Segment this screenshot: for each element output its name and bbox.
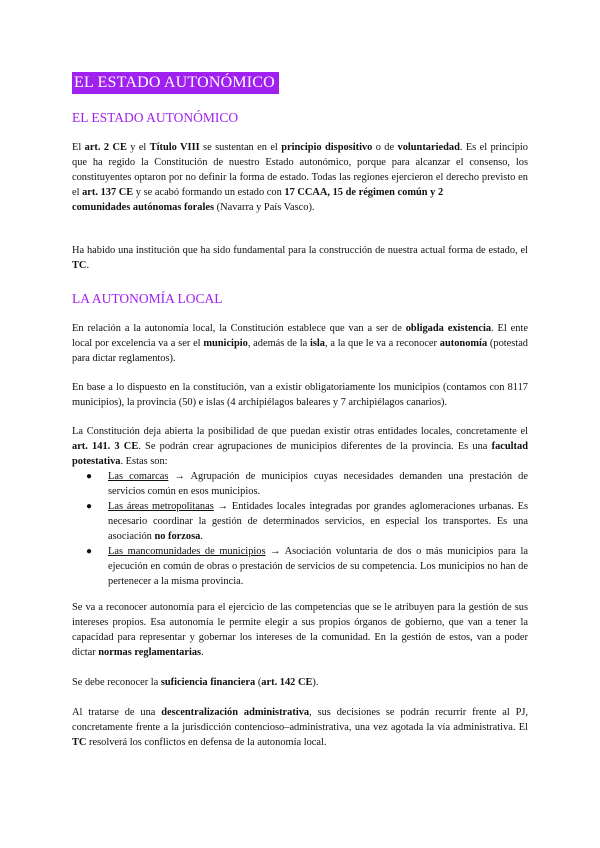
paragraph-autonomia-local: En relación a la autonomía local, la Constitución establece que van a ser de obligada existencia. El ente local por excelencia va a ser el municipio, además de la isla, a la que le va a reconocer autonomía (potestad para dictar reglamentos). — [72, 323, 529, 364]
paragraph-tc: Ha habido una institución que ha sido fundamental para la construcción de nuestra actual forma de estado, el TC. — [72, 245, 528, 271]
entidades-list — [72, 469, 528, 589]
section-title-estado-autonomico: EL ESTADO AUTONÓMICO — [72, 110, 239, 125]
bullet-icon: ● — [86, 501, 93, 512]
section-title-autonomia-local: LA AUTONOMÍA LOCAL — [72, 291, 223, 306]
list-item-mancomunidades: ● Las mancomunidades de municipios → Asociación voluntaria de dos o más municipios para la ejecución en común de obras o prestación de servicios de su competencia. Los municipios no han de pertenecer a la misma provincia. — [86, 546, 529, 587]
bullet-icon: ● — [86, 471, 93, 482]
banner-title: EL ESTADO AUTONÓMICO — [72, 72, 279, 94]
bullet-icon: ● — [86, 546, 93, 557]
paragraph-principio-dispositivo: El art. 2 CE y el Título VIII se sustentan en el principio dispositivo o de voluntariedad. Es el principio que ha regido la Constitución de nuestro Estado autonómico, porque para alcanzar el consenso, los constituyentes optaron por no definir la forma de estado. Todas las regiones ejercieron el derecho previsto en el art. 137 CE y se acabó formando un estado con 17 CCAA, 15 de régimen común y 2 comunidades autónomas forales (Navarra y País Vasco). — [72, 142, 528, 213]
list-item-comarcas: ● Las comarcas → Agrupación de municipios cuyas necesidades demanden una prestación de servicios común en esos municipios. — [86, 471, 528, 497]
paragraph-competencias: Se va a reconocer autonomía para el ejercicio de las competencias que se le atribuyen para la gestión de sus intereses propios. Esa autonomía le permite elegir a sus propios órganos de gobierno, que van a tener la capacidad para representar y gobernar los intereses de la comunidad. En la gestión de estos, van a poder dictar normas reglamentarias. — [72, 602, 528, 658]
paragraph-otras-entidades: La Constitución deja abierta la posibilidad de que puedan existir otras entidades locales, concretamente el art. 141. 3 CE. Se podrán crear agrupaciones de municipios diferentes de la provincia. Es una facultad potestativa. Estas son: — [72, 426, 528, 467]
paragraph-descentralizacion: Al tratarse de una descentralización administrativa, sus decisiones se podrán recurrir frente al PJ, concretamente frente a la jurisdicción contencioso–administrativa, una vez agotada la vía administrativa. El TC resolverá los conflictos en defensa de la autonomía local. — [72, 707, 528, 748]
paragraph-municipios: En base a lo dispuesto en la constitución, van a existir obligatoriamente los municipios (contamos con 8117 municipios), la provincia (50) e islas (4 archipiélagos baleares y 7 archipiélagos canarios). — [72, 382, 528, 408]
list-item-areas-metropolitanas: ● Las áreas metropolitanas → Entidades locales integradas por grandes aglomeraciones urbanas. Es necesario coordinar la gestión de determinados servicios, en especial los transportes. Es una asociación no forzosa. — [86, 501, 529, 542]
paragraph-suficiencia-financiera: Se debe reconocer la suficiencia financiera (art. 142 CE). — [72, 677, 319, 688]
